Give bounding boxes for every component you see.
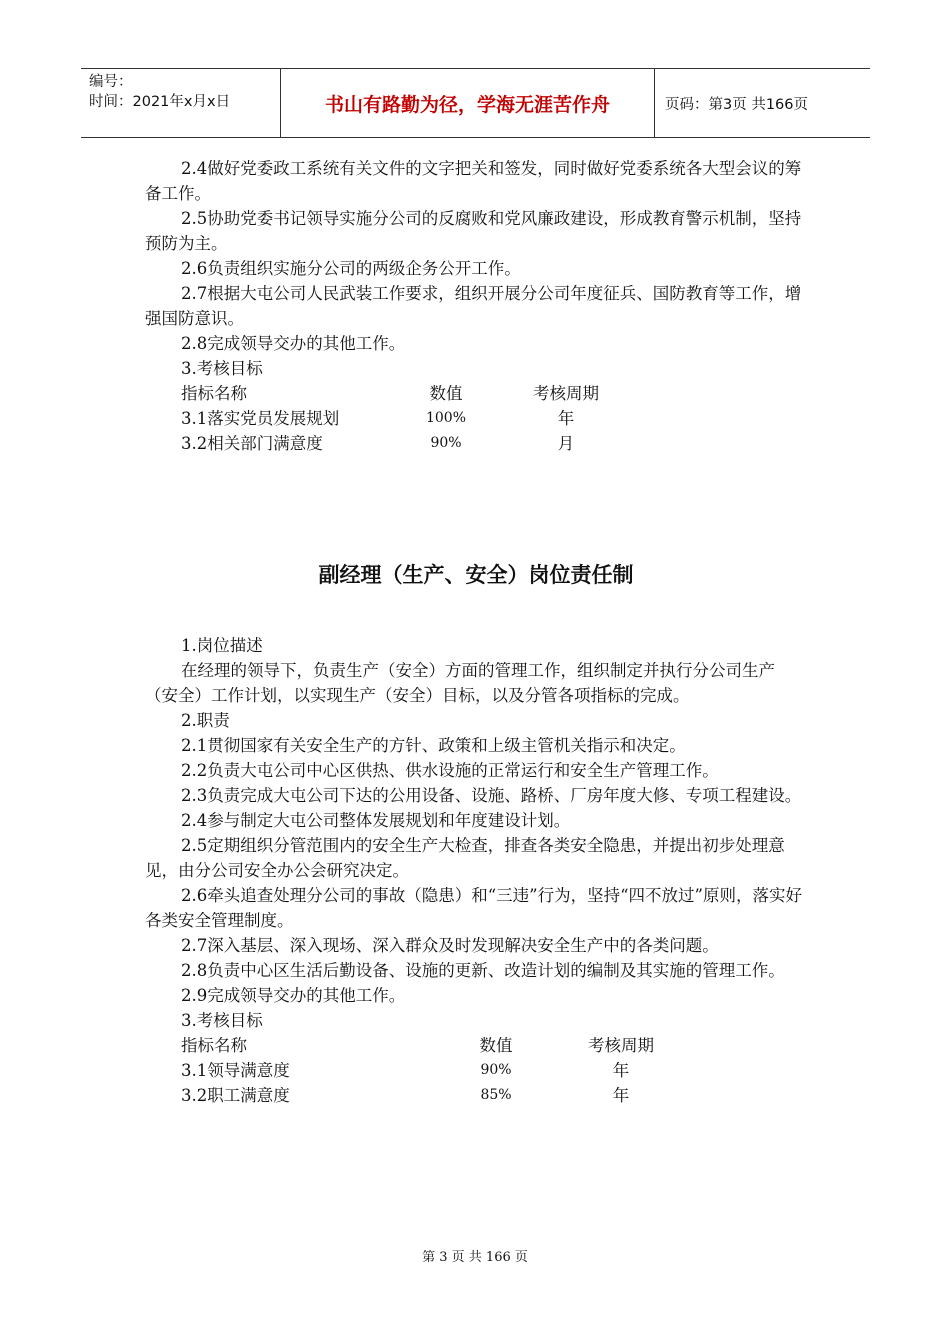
kpi-heading: 3.考核目标: [181, 1011, 263, 1030]
kpi-header-period: 考核周期: [533, 384, 599, 403]
duty-heading: 2.职责: [181, 711, 230, 730]
kpi-period: 年: [557, 409, 575, 428]
header-page-info: 页码：第3页 共166页: [665, 96, 809, 113]
duty-item: 2.7深入基层、深入现场、深入群众及时发现解决安全生产中的各类问题。: [181, 936, 719, 955]
duty-item: 2.8完成领导交办的其他工作。: [181, 334, 406, 353]
duty-item: 2.4做好党委政工系统有关文件的文字把关和签发，同时做好党委系统各大型会议的筹备工作。: [145, 159, 802, 203]
duty-item: 2.5定期组织分管范围内的安全生产大检查，排查各类安全隐患，并提出初步处理意见，由分公司安全办公会研究决定。: [145, 836, 785, 880]
duty-item: 2.6牵头追查处理分公司的事故（隐患）和“三违”行为，坚持“四不放过”原则，落实好各类安全管理制度。: [145, 886, 802, 930]
header-meta: [81, 69, 281, 137]
duty-item: 2.8负责中心区生活后勤设备、设施的更新、改造计划的编制及其实施的管理工作。: [181, 961, 785, 980]
kpi-header-value: 数值: [479, 1036, 513, 1055]
time-label: 时间：2021年x月x日: [89, 94, 231, 110]
kpi-header-period: 考核周期: [588, 1036, 654, 1055]
kpi-header-row: [145, 1033, 701, 1058]
desc-heading: 1.岗位描述: [181, 636, 263, 655]
duty-item: 2.5协助党委书记领导实施分公司的反腐败和党风廉政建设，形成教育警示机制，坚持预防为主。: [145, 209, 802, 253]
kpi-value: 90%: [480, 1062, 512, 1078]
kpi-period: 年: [612, 1086, 630, 1105]
kpi-header-name: 指标名称: [181, 384, 247, 403]
document-body: [145, 156, 807, 1108]
number-label: 编号：: [89, 74, 133, 90]
kpi-header-row: [145, 381, 641, 406]
kpi-name: 3.1领导满意度: [181, 1061, 290, 1080]
desc-text: 在经理的领导下，负责生产（安全）方面的管理工作，组织制定并执行分公司生产（安全）工作计划，以实现生产（安全）目标，以及分管各项指标的完成。: [145, 661, 775, 705]
kpi-header-name: 指标名称: [181, 1036, 247, 1055]
kpi-name: 3.2职工满意度: [181, 1086, 290, 1105]
kpi-heading: 3.考核目标: [181, 359, 263, 378]
duty-item: 2.2负责大屯公司中心区供热、供水设施的正常运行和安全生产管理工作。: [181, 761, 719, 780]
kpi-row: [145, 1083, 701, 1108]
duty-item: 2.7根据大屯公司人民武装工作要求，组织开展分公司年度征兵、国防教育等工作，增强国防意识。: [145, 284, 802, 328]
duty-item: 2.3负责完成大屯公司下达的公用设备、设施、路桥、厂房年度大修、专项工程建设。: [181, 786, 802, 805]
duty-item: 2.6负责组织实施分公司的两级企务公开工作。: [181, 259, 521, 278]
duty-item: 2.9完成领导交办的其他工作。: [181, 986, 406, 1005]
kpi-period: 年: [612, 1061, 630, 1080]
kpi-name: 3.2相关部门满意度: [181, 434, 323, 453]
kpi-value: 90%: [430, 435, 462, 451]
kpi-period: 月: [557, 434, 575, 453]
kpi-table: [145, 1033, 701, 1108]
kpi-row: [145, 431, 641, 456]
kpi-name: 3.1落实党员发展规划: [181, 409, 340, 428]
page-footer: 第 3 页 共 166 页: [422, 1250, 528, 1265]
kpi-header-value: 数值: [429, 384, 463, 403]
section-title: 副经理（生产、安全）岗位责任制: [318, 563, 634, 587]
duty-item: 2.4参与制定大屯公司整体发展规划和年度建设计划。: [181, 811, 571, 830]
kpi-table: [145, 381, 641, 456]
kpi-value: 85%: [480, 1087, 512, 1103]
header-motto: 书山有路勤为径，学海无涯苦作舟: [281, 69, 655, 137]
duty-item: 2.1贯彻国家有关安全生产的方针、政策和上级主管机关指示和决定。: [181, 736, 686, 755]
page-header: [81, 68, 870, 138]
kpi-row: [145, 406, 641, 431]
kpi-row: [145, 1058, 701, 1083]
kpi-value: 100%: [425, 410, 467, 426]
